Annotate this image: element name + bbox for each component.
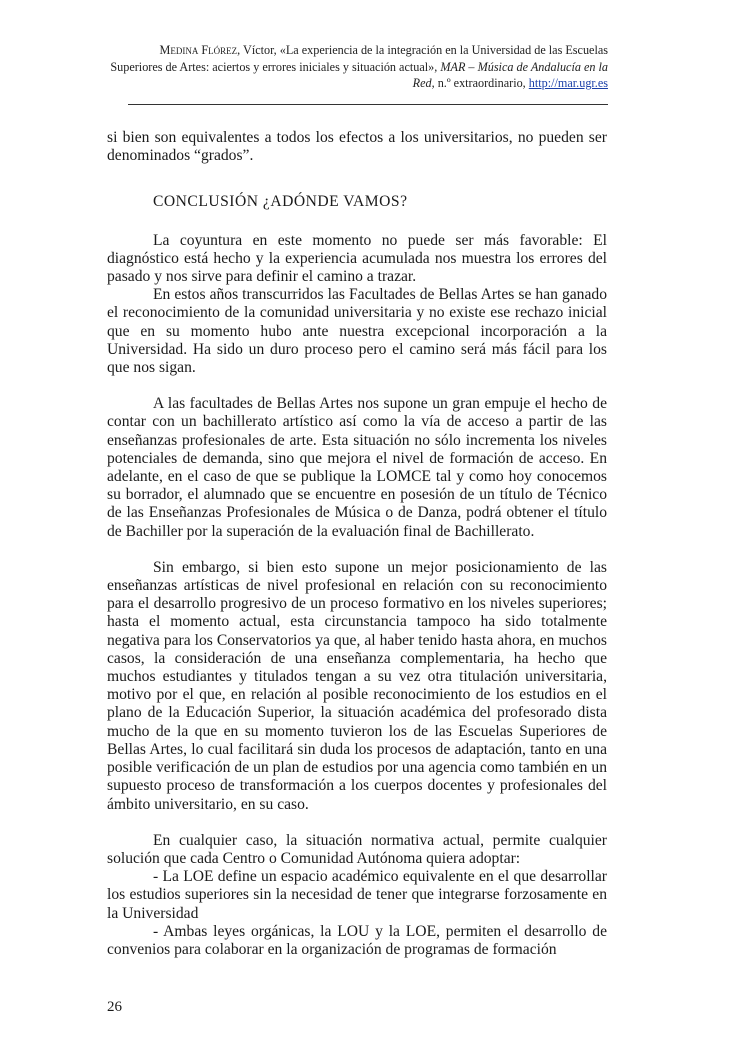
paragraph-continued: si bien son equivalentes a todos los efectos a los universitarios, no pueden ser denominados “grados”.	[107, 129, 607, 165]
header-journal: MAR – Música de Andalucía en la Red,	[412, 59, 608, 90]
page-number: 26	[107, 999, 122, 1015]
section-heading: CONCLUSIÓN ¿ADÓNDE VAMOS?	[153, 193, 408, 211]
header-rule	[128, 104, 608, 105]
header-line2: Superiores de Artes: aciertos y errores iniciales y situación actual»,	[110, 59, 438, 74]
header-issue: n.º extraordinario,	[434, 76, 526, 90]
paragraph-4: Sin embargo, si bien esto supone un mejor posicionamiento de las enseñanzas artísticas de nivel profesional en relación con su reconocimiento para el desarrollo progresivo de un proceso formativo en los niveles superiores; hasta el momento actual, esta circunstancia tampoco ha sido totalmente negativa para los Conservatorios ya que, al haber tenido hasta ahora, en muchos casos, la consideración de una enseñanza complementaria, ha hecho que muchos estudiantes y titulados tengan a su vez otra titulación universitaria, motivo por el que, en relación al posible reconocimiento de los estudios en el plano de la Educación Superior, la situación académica del profesorado dista mucho de la que en su momento tuvieron los de las Escuelas Superiores de Bellas Artes, lo cual facilitará sin duda los procesos de adaptación, tanto en una posible verificación de un plan de estudios por una agencia como también en un supuesto proceso de transformación a los cuerpos docentes y profesionales del ámbito universitario, en su caso.	[107, 558, 607, 813]
header-author: Medina Flórez	[159, 43, 238, 57]
paragraph-6: - La LOE define un espacio académico equivalente en el que desarrollar los estudios superiores sin la necesidad de tener que integrarse forzosamente en la Universidad	[107, 868, 607, 922]
running-header	[110, 42, 608, 92]
paragraph-3: A las facultades de Bellas Artes nos supone un gran empuje el hecho de contar con un bachillerato artístico así como la vía de acceso a partir de las enseñanzas profesionales de arte. Esta situación no sólo incrementa los niveles potenciales de demanda, sino que mejora el nivel de formación de acceso. En adelante, en el caso de que se publique la LOMCE tal y como hoy conocemos su borrador, el alumnado que se encuentre en posesión de un título de Técnico de las Enseñanzas Profesionales de Música o de Danza, podrá obtener el título de Bachiller por la superación de la evaluación final de Bachillerato.	[107, 395, 607, 540]
paragraph-2: En estos años transcurridos las Facultades de Bellas Artes se han ganado el reconocimiento de la comunidad universitaria y no existe ese rechazo inicial que en su momento hubo ante nuestra excepcional incorporación a la Universidad. Ha sido un duro proceso pero el camino será más fácil para los que nos sigan.	[107, 286, 607, 377]
paragraph-5: En cualquier caso, la situación normativa actual, permite cualquier solución que cada Centro o Comunidad Autónoma quiera adoptar:	[107, 831, 607, 867]
header-line1: , Víctor, «La experiencia de la integración en la Universidad de las Escuelas	[237, 43, 608, 57]
paragraph-1: La coyuntura en este momento no puede ser más favorable: El diagnóstico está hecho y la experiencia acumulada nos muestra los errores del pasado y nos sirve para definir el camino a trazar.	[107, 231, 607, 286]
paragraph-7: - Ambas leyes orgánicas, la LOU y la LOE, permiten el desarrollo de convenios para colaborar en la organización de programas de formación	[107, 922, 607, 958]
page-body	[107, 129, 607, 959]
header-url-link[interactable]: http://mar.ugr.es	[528, 76, 608, 90]
